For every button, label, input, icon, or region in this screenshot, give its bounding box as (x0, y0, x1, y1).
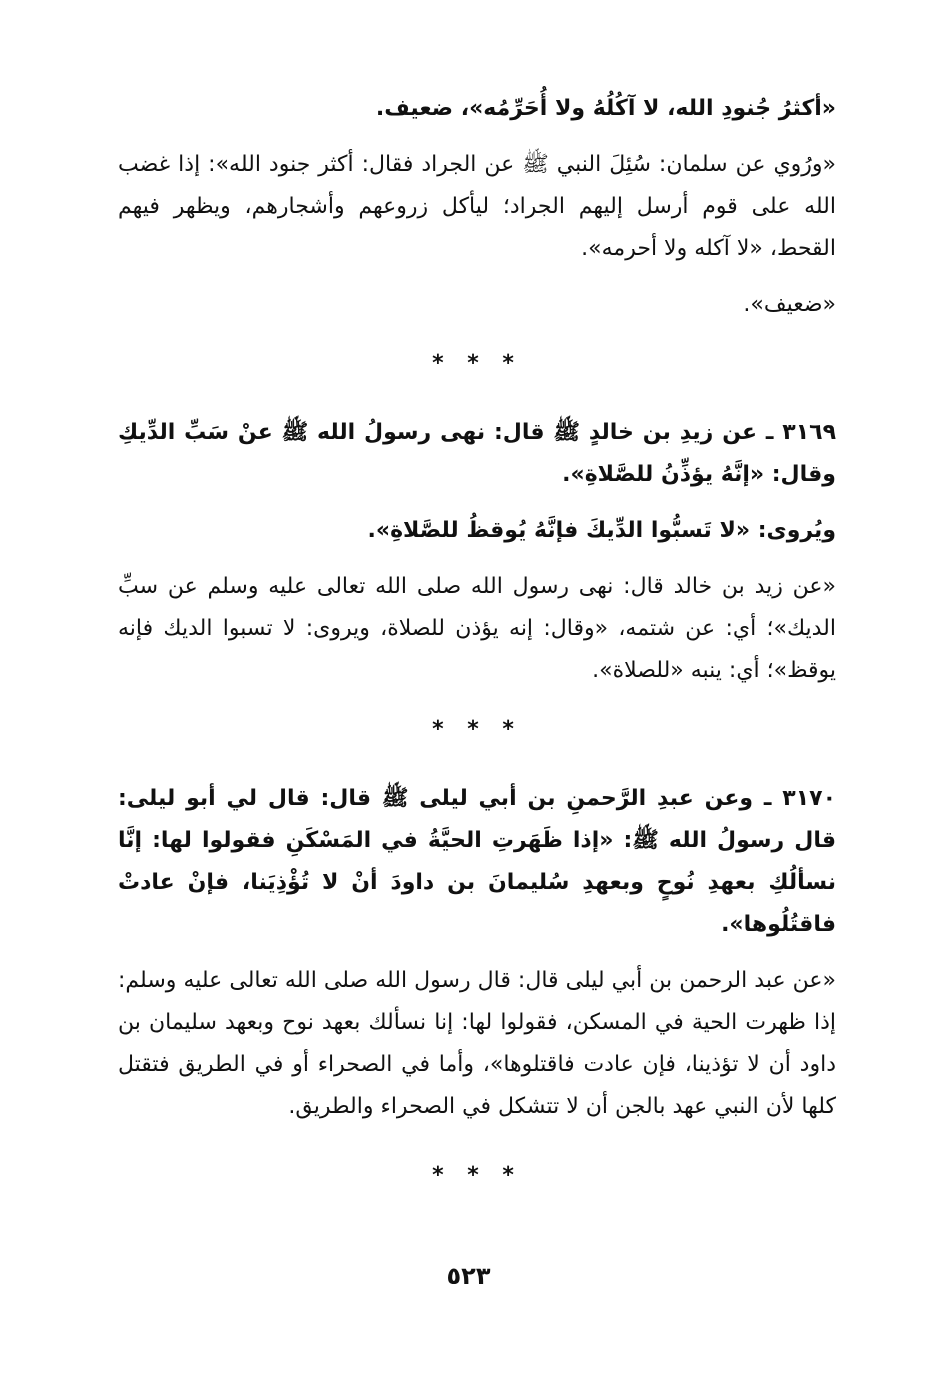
section-divider-1: * * * (432, 351, 522, 376)
commentary-3169: «عن زيد بن خالد قال: نهى رسول الله صلى الله تعالى عليه وسلم عن سبِّ الديك»؛ أي: عن شتمه، «وقال: إنه يؤذن للصلاة، ويروى: لا تسبوا الديك فإنه يوقظ»؛ أي: ينبه «للصلاة». (118, 574, 836, 683)
commentary-3170: «عن عبد الرحمن بن أبي ليلى قال: قال رسول الله صلى الله تعالى عليه وسلم: إذا ظهرت الحية في المسكن، فقولوا لها: إنا نسألك بعهد نوح وبعهد سليمان بن داود أن لا تؤذينا، فإن عادت فاقتلوها»، وأما في الصحراء أو في الطريق فتقتل كلها لأن النبي عهد بالجن أن لا تتشكل في الصحراء والطريق. (118, 968, 836, 1119)
page-number: ٥٢٣ (446, 1262, 491, 1290)
paragraph-hadith-locust-end: «أكثرُ جُنودِ الله، لا آكُلُهُ ولا أُحَرِّمُه»، ضعيف. (375, 96, 836, 121)
section-divider-3: * * * (432, 1163, 522, 1188)
paragraph-weak-grading: «ضعيف». (743, 292, 836, 317)
page-body (118, 88, 836, 1200)
paragraph-salman-narration: «ورُوي عن سلمان: سُئِلَ النبي ﷺ عن الجراد فقال: أكثر جنود الله»: إذا غضب الله على قوم أرسل إليهم الجراد؛ ليأكل زروعهم وأشجارهم، ويظهر فيهم القحط، «لا آكله ولا أحرمه». (118, 152, 836, 261)
hadith-3169-variant: ويُروى: «لا تَسبُّوا الدِّيكَ فإنَّهُ يُوقظُ للصَّلاةِ». (367, 518, 836, 543)
hadith-3170: ٣١٧٠ ـ وعن عبدِ الرَّحمنِ بن أبي ليلى ﷺ قال: قال لي أبو ليلى: قال رسولُ الله ﷺ: «إذا ظَهَرتِ الحيَّةُ في المَسْكَنِ فقولوا لها: إنَّا نسألُكِ بعهدِ نُوحٍ وبعهدِ سُليمانَ بن داودَ أنْ لا تُؤْذِيَنا، فإنْ عادتْ فاقتُلُوها». (118, 786, 836, 937)
section-divider-2: * * * (432, 717, 522, 742)
hadith-3169: ٣١٦٩ ـ عن زيدِ بن خالدٍ ﷺ قال: نهى رسولُ الله ﷺ عنْ سَبِّ الدِّيكِ وقال: «إنَّهُ يؤذِّنُ للصَّلاةِ». (118, 420, 836, 487)
